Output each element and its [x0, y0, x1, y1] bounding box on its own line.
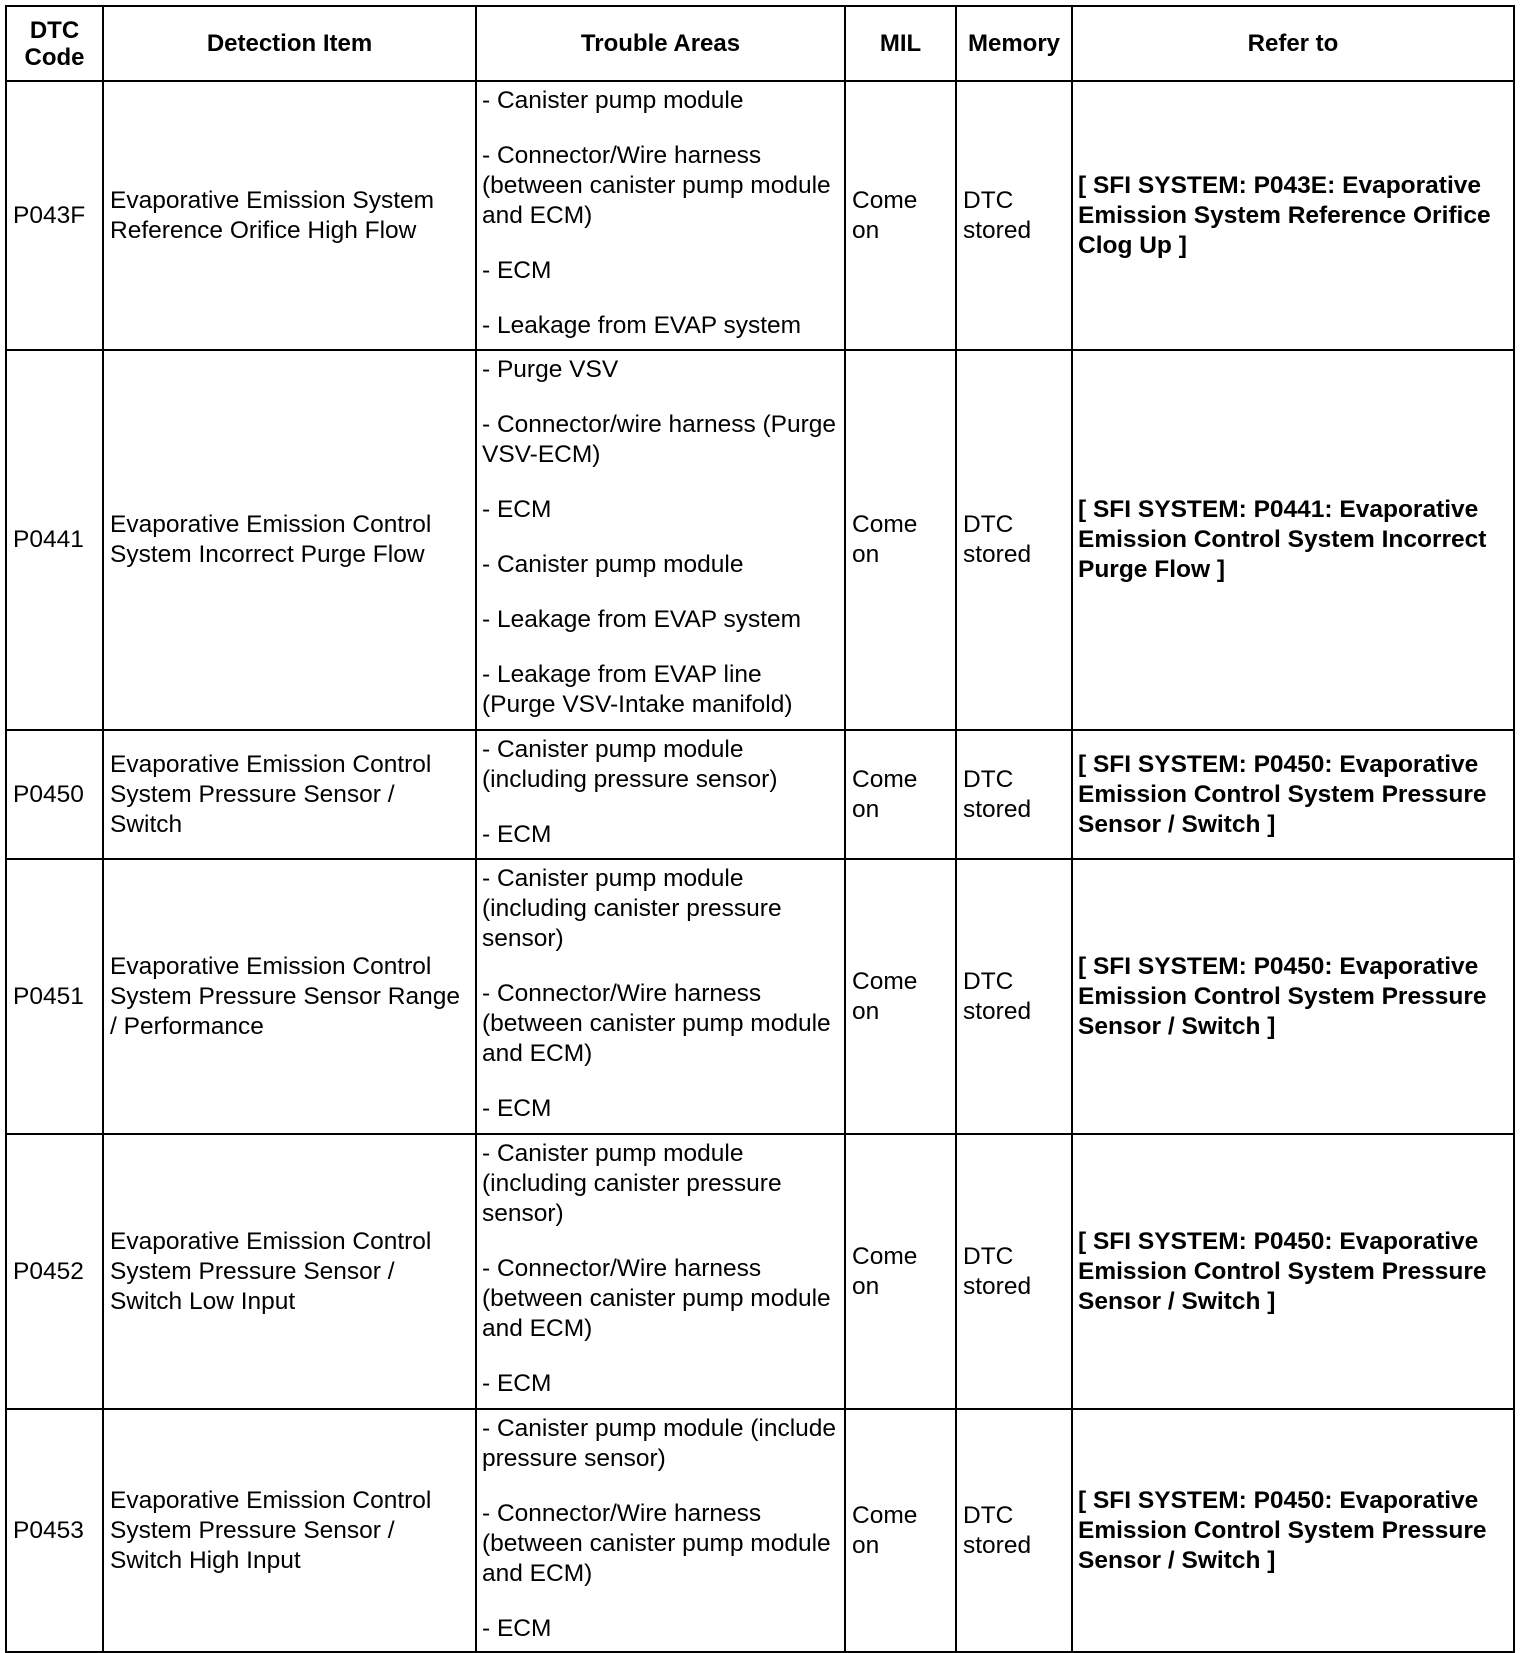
memory-cell: DTC stored: [956, 1409, 1072, 1652]
memory-cell: DTC stored: [956, 730, 1072, 859]
detection-item-cell: Evaporative Emission Control System Pressure Sensor / Switch Low Input: [103, 1134, 476, 1409]
table-body: [6, 81, 1514, 1652]
trouble-areas-cell: [476, 1409, 845, 1652]
mil-cell: Come on: [845, 1134, 956, 1409]
trouble-area-item: - Leakage from EVAP system: [482, 312, 802, 339]
memory-cell: DTC stored: [956, 350, 1072, 730]
dtc-code-cell: P043F: [6, 81, 103, 350]
trouble-areas-cell: [476, 1134, 845, 1409]
mil-cell: Come on: [845, 859, 956, 1134]
detection-item-cell: Evaporative Emission Control System Pressure Sensor / Switch: [103, 730, 476, 859]
memory-cell: DTC stored: [956, 1134, 1072, 1409]
trouble-areas-cell: [476, 730, 845, 859]
trouble-area-item: - ECM: [482, 496, 552, 523]
trouble-area-item: - Canister pump module (including pressure sensor): [482, 736, 778, 793]
table-row: [6, 1409, 1514, 1652]
refer-to-cell: [ SFI SYSTEM: P0450: Evaporative Emission Control System Pressure Sensor / Switch ]: [1072, 1134, 1514, 1409]
refer-to-cell: [ SFI SYSTEM: P0441: Evaporative Emission Control System Incorrect Purge Flow ]: [1072, 350, 1514, 730]
trouble-area-item: - Connector/Wire harness (between canister pump module and ECM): [482, 142, 831, 229]
trouble-area-item: - ECM: [482, 821, 552, 848]
detection-item-cell: Evaporative Emission Control System Pressure Sensor / Switch High Input: [103, 1409, 476, 1652]
trouble-area-item: - Connector/wire harness (Purge VSV-ECM): [482, 411, 837, 468]
trouble-areas-cell: [476, 81, 845, 350]
mil-cell: Come on: [845, 350, 956, 730]
dtc-code-cell: P0451: [6, 859, 103, 1134]
header-memory: Memory: [956, 6, 1072, 81]
header-detection-item: Detection Item: [103, 6, 476, 81]
trouble-area-item: - Canister pump module: [482, 551, 744, 578]
trouble-area-item: - Leakage from EVAP system: [482, 606, 802, 633]
header-trouble-areas: Trouble Areas: [476, 6, 845, 81]
header-refer-to: Refer to: [1072, 6, 1514, 81]
trouble-area-item: - ECM: [482, 1370, 552, 1397]
trouble-area-item: - ECM: [482, 257, 552, 284]
detection-item-cell: Evaporative Emission Control System Pressure Sensor Range / Performance: [103, 859, 476, 1134]
refer-to-cell: [ SFI SYSTEM: P0450: Evaporative Emission Control System Pressure Sensor / Switch ]: [1072, 859, 1514, 1134]
refer-to-cell: [ SFI SYSTEM: P0450: Evaporative Emission Control System Pressure Sensor / Switch ]: [1072, 730, 1514, 859]
dtc-code-cell: P0452: [6, 1134, 103, 1409]
memory-cell: DTC stored: [956, 81, 1072, 350]
trouble-area-item: - Connector/Wire harness (between canister pump module and ECM): [482, 1500, 831, 1587]
trouble-area-item: - Connector/Wire harness (between canister pump module and ECM): [482, 1255, 831, 1342]
table-row: [6, 859, 1514, 1134]
trouble-area-item: - ECM: [482, 1615, 552, 1642]
refer-to-cell: [ SFI SYSTEM: P0450: Evaporative Emission Control System Pressure Sensor / Switch ]: [1072, 1409, 1514, 1652]
dtc-table: [5, 5, 1515, 1653]
detection-item-cell: Evaporative Emission System Reference Orifice High Flow: [103, 81, 476, 350]
trouble-area-item: - ECM: [482, 1095, 552, 1122]
header-dtc-code: DTC Code: [6, 6, 103, 81]
mil-cell: Come on: [845, 1409, 956, 1652]
detection-item-cell: Evaporative Emission Control System Incorrect Purge Flow: [103, 350, 476, 730]
trouble-areas-cell: [476, 859, 845, 1134]
trouble-area-item: - Canister pump module (including canister pressure sensor): [482, 1140, 782, 1227]
mil-cell: Come on: [845, 730, 956, 859]
header-row: [6, 6, 1514, 81]
dtc-code-cell: P0453: [6, 1409, 103, 1652]
trouble-areas-cell: [476, 350, 845, 730]
dtc-code-cell: P0441: [6, 350, 103, 730]
table-row: [6, 350, 1514, 730]
trouble-area-item: - Purge VSV: [482, 356, 619, 383]
mil-cell: Come on: [845, 81, 956, 350]
refer-to-cell: [ SFI SYSTEM: P043E: Evaporative Emission System Reference Orifice Clog Up ]: [1072, 81, 1514, 350]
table-row: [6, 1134, 1514, 1409]
trouble-area-item: - Connector/Wire harness (between canister pump module and ECM): [482, 980, 831, 1067]
trouble-area-item: - Canister pump module (including canister pressure sensor): [482, 865, 782, 952]
table-row: [6, 730, 1514, 859]
table-row: [6, 81, 1514, 350]
trouble-area-item: - Canister pump module (include pressure sensor): [482, 1415, 837, 1472]
trouble-area-item: - Canister pump module: [482, 87, 744, 114]
header-mil: MIL: [845, 6, 956, 81]
dtc-code-cell: P0450: [6, 730, 103, 859]
trouble-area-item: - Leakage from EVAP line (Purge VSV-Intake manifold): [482, 661, 793, 718]
memory-cell: DTC stored: [956, 859, 1072, 1134]
